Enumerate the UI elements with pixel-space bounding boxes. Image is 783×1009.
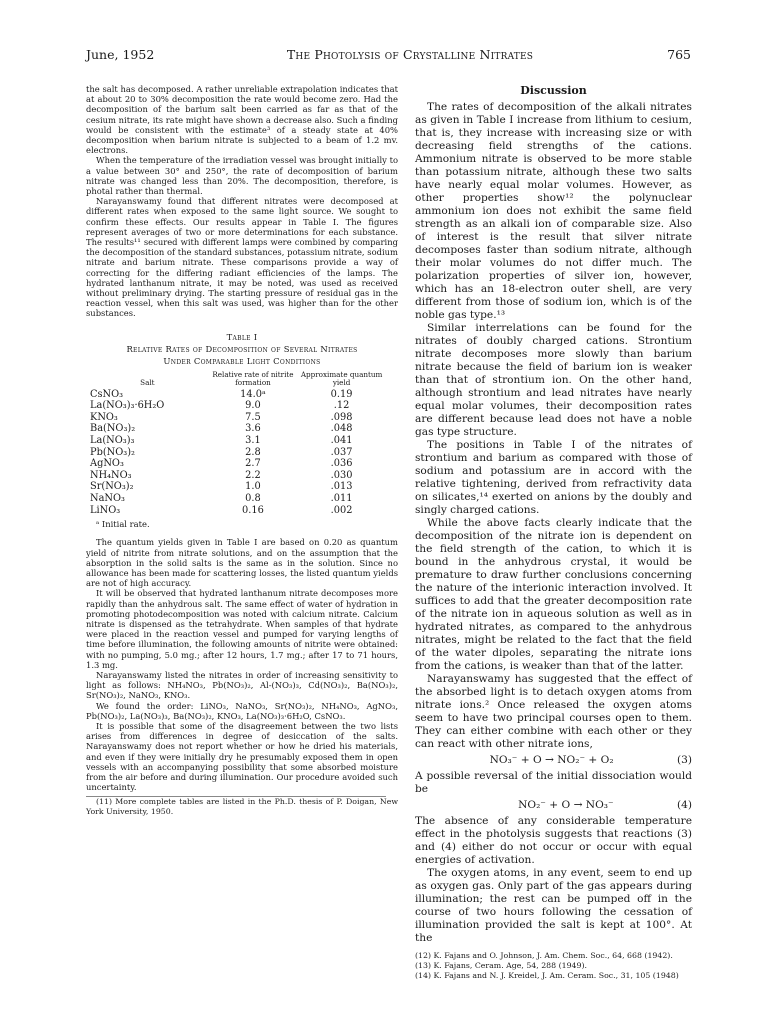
table-row xyxy=(86,389,386,401)
equation-number: (3) xyxy=(676,754,692,766)
running-header-title: The Photolysis of Crystalline Nitrates xyxy=(286,47,534,62)
cell-quantum-yield: .041 xyxy=(330,435,353,447)
paragraph: Narayanswamy listed the nitrates in order of increasing sensitivity to light as follows: NH₄NO₃, Pb(NO₃)₂, Al-(NO₃)₃, Cd(NO₃)₂, Ba(NO₃)₂, Sr(NO₃)₂, NaNO₃, KNO₃. xyxy=(86,670,398,701)
table-row xyxy=(86,435,386,447)
page-number: 765 xyxy=(667,47,691,62)
cell-quantum-yield: .12 xyxy=(333,400,350,412)
table-row xyxy=(86,470,386,482)
cell-salt: NaNO₃ xyxy=(90,493,125,505)
cell-quantum-yield: .002 xyxy=(330,504,353,516)
section-heading: Discussion xyxy=(520,84,587,97)
cell-rate: 2.8 xyxy=(245,446,261,458)
footnote: (14) K. Fajans and N. J. Kreidel, J. Am. Ceram. Soc., 31, 105 (1948) xyxy=(415,971,679,981)
cell-rate: 14.0ᵃ xyxy=(240,388,266,400)
cell-rate: 0.8 xyxy=(245,493,261,505)
paragraph: A possible reversal of the initial dissociation would be xyxy=(415,770,692,795)
right-column xyxy=(415,84,692,982)
cell-salt: La(NO₃)₃·6H₂O xyxy=(90,400,165,412)
table-row xyxy=(86,412,386,424)
footnote: (11) More complete tables are listed in the Ph.D. thesis of P. Doigan, New York University, 1950. xyxy=(86,797,398,817)
equation-number: (4) xyxy=(676,799,692,811)
footnote: (13) K. Fajans, Ceram. Age, 54, 288 (1949). xyxy=(415,961,587,971)
paragraph: Similar interrelations can be found for the nitrates of doubly charged cations. Strontium nitrate decomposes more slowly than barium nitrate because the field of barium ion is weaker than that of strontium ion. On the other hand, although strontium and lead nitrates have nearly equal molar volumes, their decomposition rates are different because lead does not have a noble gas type structure. xyxy=(415,322,692,438)
paragraph: Narayanswamy found that different nitrates were decomposed at different rates when exposed to the same light source. We sought to confirm these effects. Our results appear in Table I. The figures represent averages of two or more determinations for each substance. The results¹¹ secured with different lamps were combined by comparing the decomposition of the standard substances, potassium nitrate, sodium nitrate and barium nitrate. These comparisons provide a way of correcting for the differing radiant efficiencies of the lamps. The hydrated lanthanum nitrate, it may be noted, was used as received without preliminary drying. The starting pressure of residual gas in the reaction vessel, when this salt was used, was higher than for the other substances. xyxy=(86,196,398,319)
data-table xyxy=(86,371,386,517)
paragraph: While the above facts clearly indicate that the decomposition of the nitrate ion is dependent on the field strength of the cation, to which it is bound in the anhydrous crystal, it would be premature to draw further conclusions concerning the nature of the interionic interaction involved. It suffices to add that the greater decomposition rate of the nitrate ion in aqueous solution as well as in hydrated nitrates, as compared to the anhydrous nitrates, might be related to the fact that the field of the water dipoles, separating the nitrate ions from the cations, is weaker than that of the latter. xyxy=(415,517,692,672)
equation-expression: NO₃⁻ + O → NO₂⁻ + O₂ xyxy=(489,754,614,766)
table-row xyxy=(86,447,386,459)
table-title-line-1: Relative Rates of Decomposition of Several Nitrates xyxy=(126,343,358,354)
paragraph: The absence of any considerable temperature effect in the photolysis suggests that reactions (3) and (4) either do not occur or occur with equal energies of activation. xyxy=(415,815,692,866)
cell-salt: Pb(NO₃)₂ xyxy=(90,446,135,458)
paragraph: The oxygen atoms, in any event, seem to end up as oxygen gas. Only part of the gas appears during illumination; the rest can be pumped off in the course of two hours following the cessation of illumination provided the salt is kept at 100°. At the xyxy=(415,867,692,944)
equation-4 xyxy=(415,799,692,812)
cell-salt: KNO₃ xyxy=(90,411,118,423)
table-caption xyxy=(86,331,398,367)
cell-quantum-yield: .030 xyxy=(330,469,353,481)
cell-rate: 3.6 xyxy=(245,423,261,435)
cell-salt: Sr(NO₃)₂ xyxy=(90,481,134,493)
cell-quantum-yield: .037 xyxy=(330,446,353,458)
cell-rate: 0.16 xyxy=(242,504,264,516)
cell-salt: NH₄NO₃ xyxy=(90,469,132,481)
column-header-salt: Salt xyxy=(140,377,155,387)
cell-rate: 1.0 xyxy=(245,481,261,493)
cell-salt: AgNO₃ xyxy=(90,458,124,470)
column-header-rate: Relative rate of nitrite formation xyxy=(212,369,294,387)
paragraph: We found the order: LiNO₃, NaNO₃, Sr(NO₃)₂, NH₄NO₃, AgNO₃, Pb(NO₃)₂, La(NO₃)₃, Ba(NO₃)₂, KNO₃, La(NO₃)₃·6H₂O, CsNO₃. xyxy=(86,700,398,721)
cell-quantum-yield: .048 xyxy=(330,423,353,435)
cell-rate: 7.5 xyxy=(245,411,261,423)
cell-rate: 3.1 xyxy=(245,435,261,447)
table-row xyxy=(86,493,386,505)
cell-salt: La(NO₃)₃ xyxy=(90,435,135,447)
footnotes xyxy=(415,951,692,982)
cell-salt: Ba(NO₃)₂ xyxy=(90,423,136,435)
cell-quantum-yield: .036 xyxy=(330,458,353,470)
equation-expression: NO₂⁻ + O → NO₃⁻ xyxy=(518,799,614,811)
paragraph: The quantum yields given in Table I are based on 0.20 as quantum yield of nitrite from nitrate solutions, and on the assumption that the absorption in the solid salts is the same as in the solution. Since no allowance has been made for scattering losses, the listed quantum yields are not of high accuracy. xyxy=(86,537,398,589)
paragraph: It will be observed that hydrated lanthanum nitrate decomposes more rapidly than the anhydrous salt. The same effect of water of hydration in promoting photodecomposition was noted with calcium nitrate. Calcium nitrate is dispensed as the tetrahydrate. When samples of that hydrate were placed in the reaction vessel and pumped for varying lengths of time before illumination, the following amounts of nitrite were obtained: with no pumping, 5.0 mg.; after 12 hours, 1.7 mg.; after 17 to 71 hours, 1.3 mg. xyxy=(86,588,398,670)
running-header-date: June, 1952 xyxy=(86,47,155,62)
paragraph: Narayanswamy has suggested that the effect of the absorbed light is to detach oxygen atoms from nitrate ions.² Once released the oxygen atoms seem to have two principal courses open to them. They can either combine with each other or they can react with other nitrate ions, xyxy=(415,673,692,750)
paragraph: The rates of decomposition of the alkali nitrates as given in Table I increase from lithium to cesium, that is, they increase with increasing size or with decreasing field strengths of the cations. Ammonium nitrate is observed to be more stable than potassium nitrate, although these two salts have nearly equal molar volumes. However, as other properties show¹² the polynuclear ammonium ion does not exhibit the same field strength as an alkali ion of comparable size. Also of interest is the result that silver nitrate decomposes faster than sodium nitrate, although their molar volumes do not differ much. The polarization properties of silver ion, however, which has an 18-electron outer shell, are very different from those of sodium ion, which is of the noble gas type.¹³ xyxy=(415,101,692,321)
table-row xyxy=(86,423,386,435)
cell-quantum-yield: .013 xyxy=(330,481,353,493)
paragraph: When the temperature of the irradiation vessel was brought initially to a value between 30° and 250°, the rate of decomposition of barium nitrate was changed less than 20%. The decomposition, therefore, is photal rather than thermal. xyxy=(86,155,398,197)
cell-quantum-yield: .098 xyxy=(330,411,353,423)
paragraph: the salt has decomposed. A rather unreliable extrapolation indicates that at about 20 to 30% decomposition the rate would become zero. Had the decomposition of the barium salt been carried as far as that of the cesium nitrate, its rate might have shown a decrease also. Such a finding would be consistent with the estimate³ of a steady state at 40% decomposition when barium nitrate is subjected to a beam of 1.2 mv. electrons. xyxy=(86,84,398,156)
cell-quantum-yield: 0.19 xyxy=(330,388,353,400)
cell-quantum-yield: .011 xyxy=(330,493,353,505)
table-footnote: ᵃ Initial rate. xyxy=(96,519,150,530)
equation-3 xyxy=(415,754,692,767)
cell-rate: 2.2 xyxy=(245,469,261,481)
table-row xyxy=(86,400,386,412)
table-row xyxy=(86,505,386,517)
paragraph: It is possible that some of the disagreement between the two lists arises from differences in degree of desiccation of the salts. Narayanswamy does not report whether or how he dried his materials, and even if they were initially dry he presumably exposed them in open vessels with an accompanying possibility that some absorbed moisture from the air before and during illumination. Our procedure avoided such uncertainty. xyxy=(86,721,398,793)
column-header-quantum-yield: Approximate quantum yield xyxy=(300,369,383,387)
table-label: Table I xyxy=(226,331,258,342)
cell-salt: CsNO₃ xyxy=(90,388,124,400)
table-title-line-2: Under Comparable Light Conditions xyxy=(163,355,321,366)
footnote: (12) K. Fajans and O. Johnson, J. Am. Chem. Soc., 64, 668 (1942). xyxy=(415,951,673,960)
cell-rate: 9.0 xyxy=(245,400,261,412)
paragraph: The positions in Table I of the nitrates of strontium and barium as compared with those of sodium and potassium are in accord with the relative tightening, derived from refractivity data on silicates,¹⁴ exerted on anions by the doubly and singly charged cations. xyxy=(415,439,692,516)
table-row xyxy=(86,458,386,470)
cell-rate: 2.7 xyxy=(245,458,261,470)
left-column xyxy=(86,84,398,817)
cell-salt: LiNO₃ xyxy=(90,504,121,516)
table-row xyxy=(86,481,386,493)
